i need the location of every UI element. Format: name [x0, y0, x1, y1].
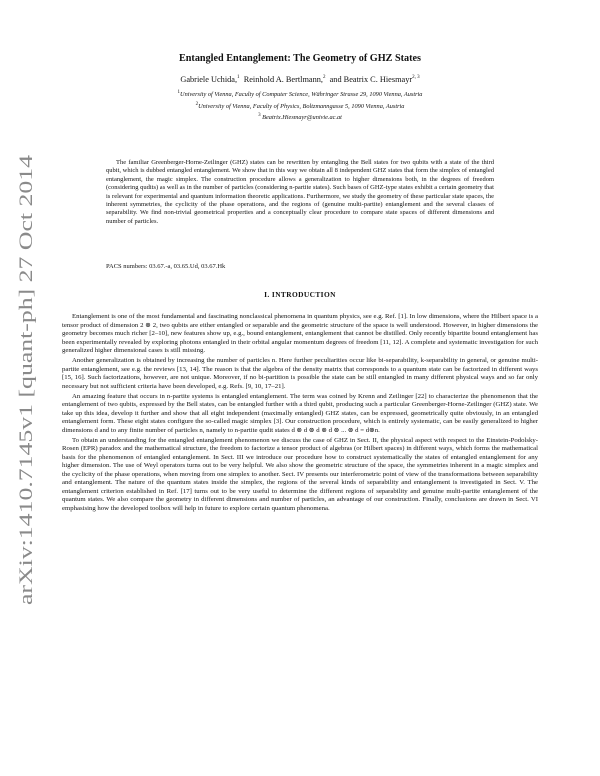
- section-heading: I. INTRODUCTION: [264, 290, 336, 299]
- body-paragraph: Another generalization is obtained by increasing the number of particles n. Here further peculiarities occur like bi-separability, k-separability in general, or genuine multi-partite entanglement, see e.g. the reviews [13, 14]. The reason is that the algebra of the density matrix that corresponds to a quantum state can be factorized in different ways [15, 16]. Such factorizations, however, are not unique. Moreover, if no bi-partition is possible the state can be still entangled in many different physical ways and so far only necessary but not sufficient criteria have been developed, e.g. Refs. [9, 10, 17–21].: [62, 357, 538, 390]
- arxiv-id-text: arXiv:1410.7145v1 [quant-ph] 27 Oct 2014: [17, 281, 37, 605]
- paper-title: Entangled Entanglement: The Geometry of GHZ States: [178, 53, 422, 64]
- pacs-numbers: PACS numbers: 03.67.-a, 03.65.Ud, 03.67.Hk: [106, 263, 226, 270]
- body-paragraph: To obtain an understanding for the entangled entanglement phenomenon we discuss the case of GHZ in Sect. II, the physical aspect with respect to the Einstein-Podolsky-Rosen (EPR) paradox and the mathematical structure, the freedom to factorize a tensor product of algebras (or Hilbert spaces) in different ways, which forms the mathematical basis for the phenomenon of entangled entanglement. In Sect. III we introduce our procedure how to construct systematically the states of entangled entanglement for any higher dimension. The use of Weyl operators turns out to be very helpful. We also show the geometric structure of the space, the symmetries inherent in a magic simplex and the cyclicity of the phase operations, when moving from one simplex to another. Sect. IV presents our interferometric point of view of the transformations between separability and entanglement. The nature of the quantum states inside the simplex, the regions of the several kinds of separability and entanglement is investigated in Sect. V. The entanglement criterion established in Ref. [17] turns out to be very useful to determine the different regions of separability and genuine multi-partite entanglement of the quantum states. We also compare the geometry in different dimensions and number of particles, an advantage of our construction. Finally, conclusions are drawn in Sect. VI emphasising how the developed toolbox will help in future to explore certain quantum phenomena.: [62, 436, 538, 512]
- author-name: Gabriele Uchida,: [180, 75, 238, 84]
- body-paragraph: An amazing feature that occurs in n-partite systems is entangled entanglement. The term was coined by Krenn and Zeilinger [22] to characterize the phenomenon that the entanglement of two qubits, expressed by the Bell states, can be entangled further with a third qubit, producing such a particular Greenberger-Horne-Zeilinger (GHZ) state. We take up this idea, develop it further and show that all eight independent (maximally entangled) GHZ states, can be expressed, geometrically quite obviously, in an entangled entanglement form. These eight states configure the so-called magic simplex [3]. Our construction procedure, which is entirely systematic, can be easily generalized to higher dimensions d and to any finite number of particles n, namely to n-partite qudit states d ⊗ d ⊗ d ⊗ d ⊗ ... ⊗ d = d⊗n.: [62, 392, 538, 434]
- affiliation-email: $^3$ Beatrix.Hiesmayr@univie.ac.at: [258, 113, 342, 122]
- author-affil-sup: 2: [322, 75, 326, 81]
- author-list: [60, 75, 540, 84]
- author-affil-sup: 1: [237, 75, 240, 81]
- body-paragraph: Entanglement is one of the most fundamental and fascinating nonclassical phenomena in quantum physics, see e.g. Ref. [1]. In low dimensions, where the Hilbert space is a tensor product of dimension 2 ⊗ 2, two qubits are either entangled or separable and the geometric structure of the space is well understood. However, in higher dimensions the geometry becomes much richer [2–10], new features show up, e.g., bound entanglement, entanglement that cannot be distilled. Only recently bipartite bound entanglement has been experimentally revealed by exploring photons entangled in their orbital angular momentum degrees of freedom [11, 12]. A complete and systematic investigation for such generalized higher dimensional cases is still missing.: [62, 313, 538, 354]
- affiliations: [90, 88, 510, 123]
- affiliation-line: $^2$University of Vienna, Faculty of Physics, Boltzmanngasse 5, 1090 Vienna, Austria: [195, 101, 405, 110]
- author-name: Reinhold A. Bertlmann,: [243, 75, 323, 84]
- body-text: [62, 313, 538, 515]
- abstract: The familiar Greenberger-Horne-Zeilinger (GHZ) states can be rewritten by entangling the Bell states for two qubits with a state of the third qubit, which is dubbed entangled entanglement. We show that in this way we obtain all 8 independent GHZ states that form the simplex of entangled entanglement, the magic simplex. The construction procedure allows a generalization to higher dimensions both, in the degrees of freedom (considering qudits) as well as in the number of particles (considering n-partite states). Such bases of GHZ-type states exhibit a certain geometry that is relevant for experimental and quantum information theoretic applications. Furthermore, we study the geometry of these particular state spaces, the inherent symmetries, the cyclicity of the phase operations, and the regions of (genuine multi-partite) entanglement and the several classes of separability. We find non-trivial geometrical properties and a conceptually clear procedure to compare state spaces of different dimensions and number of particles.: [106, 159, 494, 225]
- arxiv-stamp: [2, 150, 44, 610]
- author-affil-sup: 2, 3: [412, 75, 420, 81]
- affiliation-line: $^1$University of Vienna, Faculty of Computer Science, Währinger Strasse 29, 1090 Vienna, Austria: [177, 90, 423, 99]
- author-name: and Beatrix C. Hiesmayr: [329, 75, 413, 84]
